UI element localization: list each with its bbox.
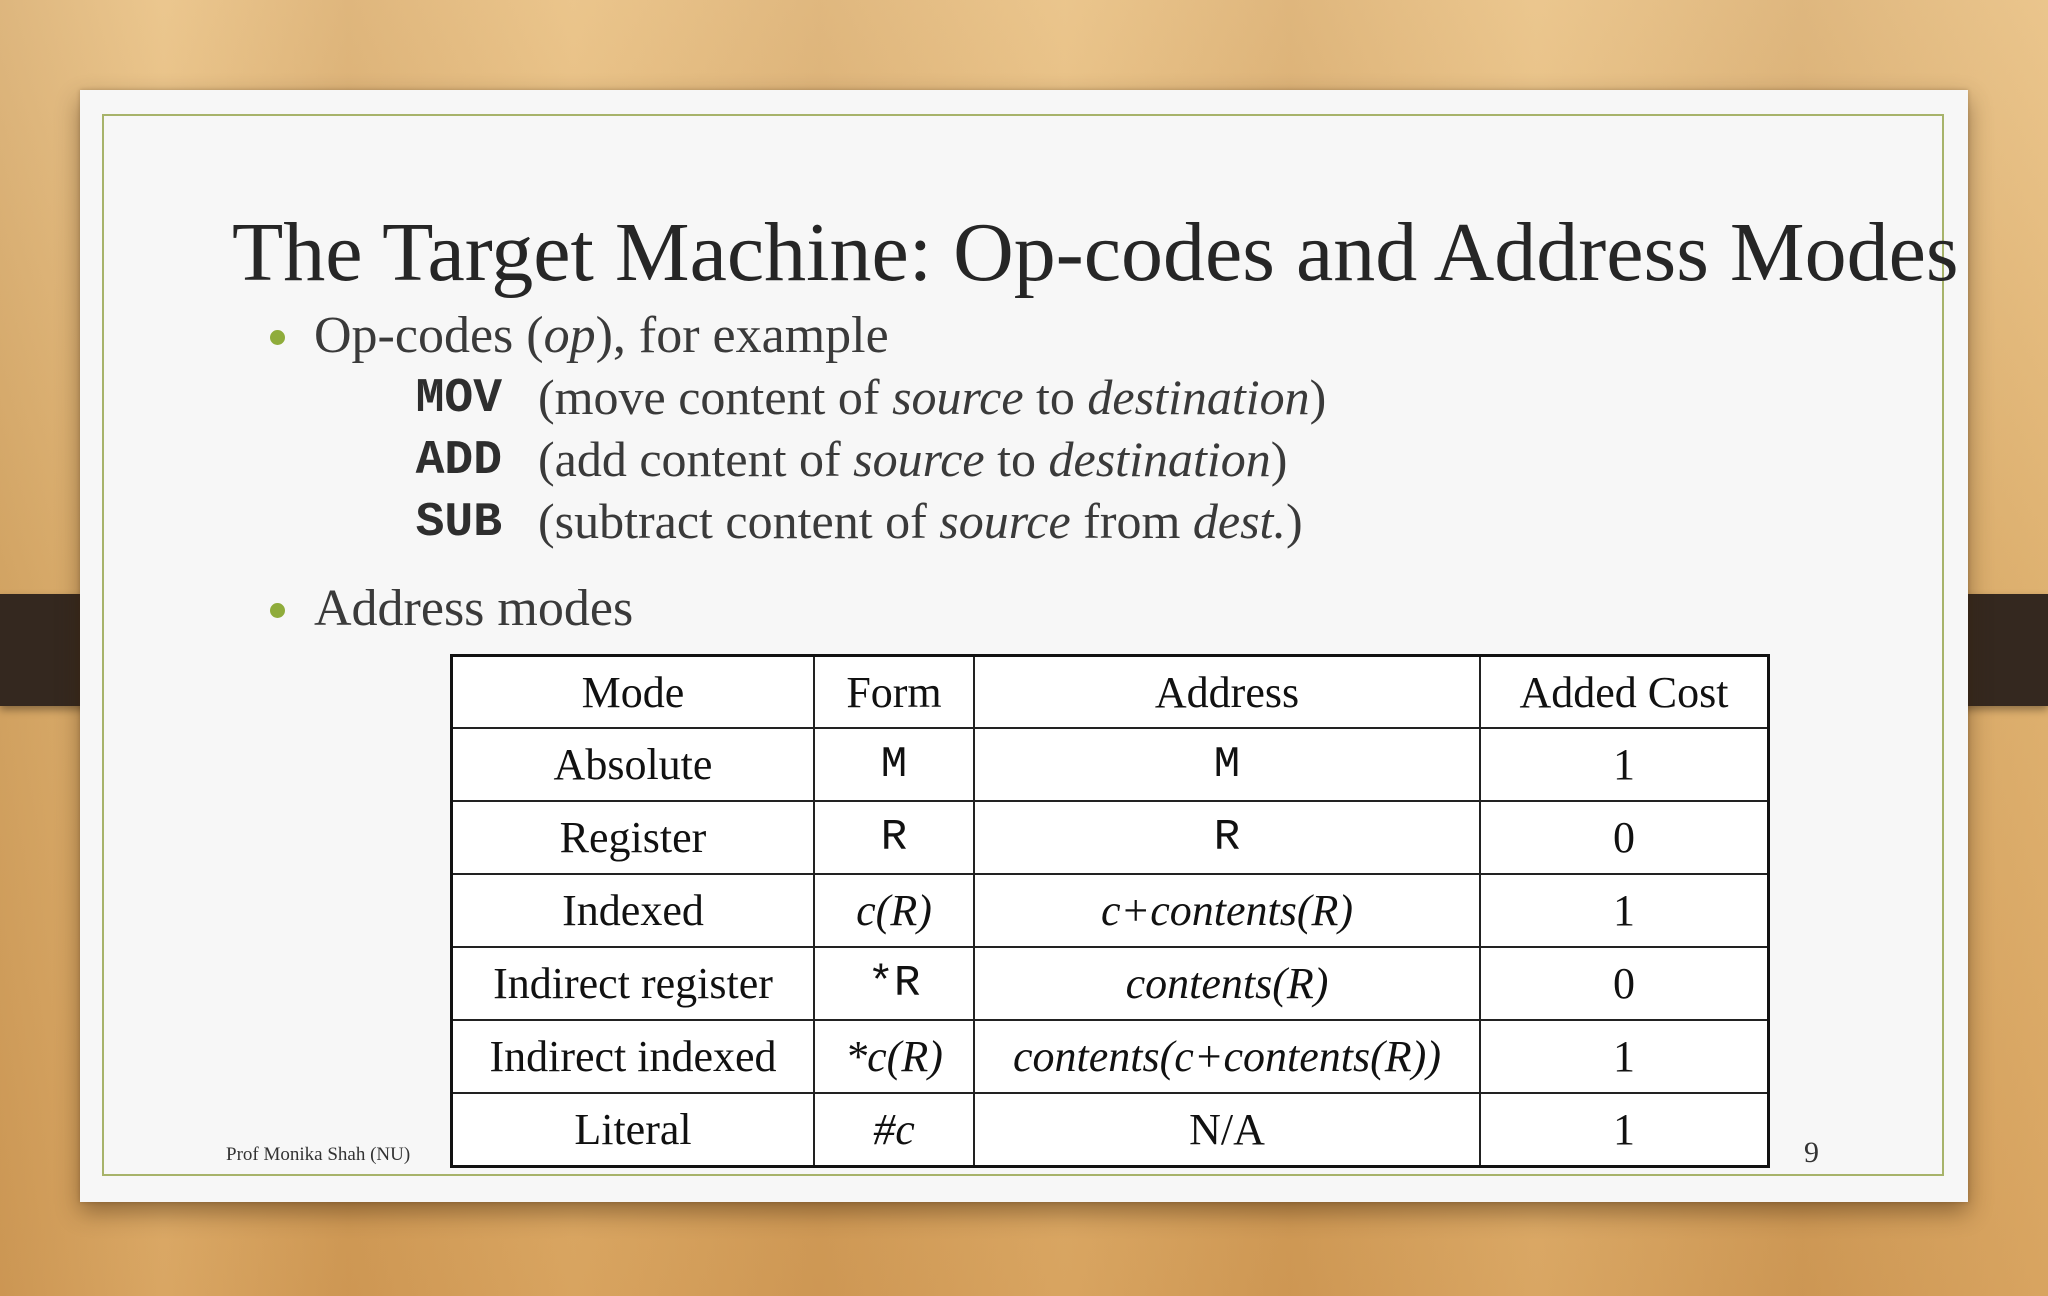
table-row [452,947,1769,1020]
cell-address: N/A [974,1093,1480,1167]
table-row [452,801,1769,874]
bullet-opcodes [314,306,889,365]
cell-address: contents(R) [974,947,1480,1020]
cell-form: #c [814,1093,974,1167]
cell-cost: 0 [1480,947,1769,1020]
cell-form: *c(R) [814,1020,974,1093]
bullet-opcodes-prefix: Op-codes ( [314,307,544,364]
slide-title: The Target Machine: Op-codes and Address Modes [232,206,1959,299]
cell-cost: 1 [1480,1020,1769,1093]
bullet-dot-1 [270,330,285,345]
cell-mode: Literal [452,1093,815,1167]
slide [80,90,1968,1202]
cell-mode: Register [452,801,815,874]
opcode-description: (subtract content of source from dest.) [538,493,1303,549]
cell-form: c(R) [814,874,974,947]
opcode-name: SUB [415,496,502,550]
slide-footer: Prof Monika Shah (NU) [226,1144,411,1165]
header-address: Address [974,656,1480,729]
cell-form: *R [814,947,974,1020]
cell-address: contents(c+contents(R)) [974,1020,1480,1093]
cell-mode: Absolute [452,728,815,801]
bullet-dot-2 [270,603,285,618]
opcode-description: (move content of source to destination) [538,369,1327,425]
header-added-cost: Added Cost [1480,656,1769,729]
cell-address: R [974,801,1480,874]
cell-mode: Indirect register [452,947,815,1020]
opcode-name: ADD [415,434,502,488]
page-number: 9 [1804,1136,1819,1169]
address-modes-table [450,654,1770,1168]
bullet-opcodes-italic: op [543,307,596,364]
cell-form: R [814,801,974,874]
cell-cost: 1 [1480,874,1769,947]
header-form: Form [814,656,974,729]
table-row [452,1020,1769,1093]
cell-mode: Indirect indexed [452,1020,815,1093]
bullet-opcodes-suffix: ), for example [595,307,889,364]
bullet-address-modes: Address modes [314,580,634,637]
cell-cost: 1 [1480,1093,1769,1167]
opcode-description: (add content of source to destination) [538,431,1288,487]
cell-cost: 0 [1480,801,1769,874]
opcode-name: MOV [415,372,502,426]
header-mode: Mode [452,656,815,729]
table-row [452,728,1769,801]
cell-mode: Indexed [452,874,815,947]
table-row [452,1093,1769,1167]
cell-cost: 1 [1480,728,1769,801]
cell-address: M [974,728,1480,801]
table-row [452,874,1769,947]
cell-address: c+contents(R) [974,874,1480,947]
table-header-row [452,656,1769,729]
cell-form: M [814,728,974,801]
